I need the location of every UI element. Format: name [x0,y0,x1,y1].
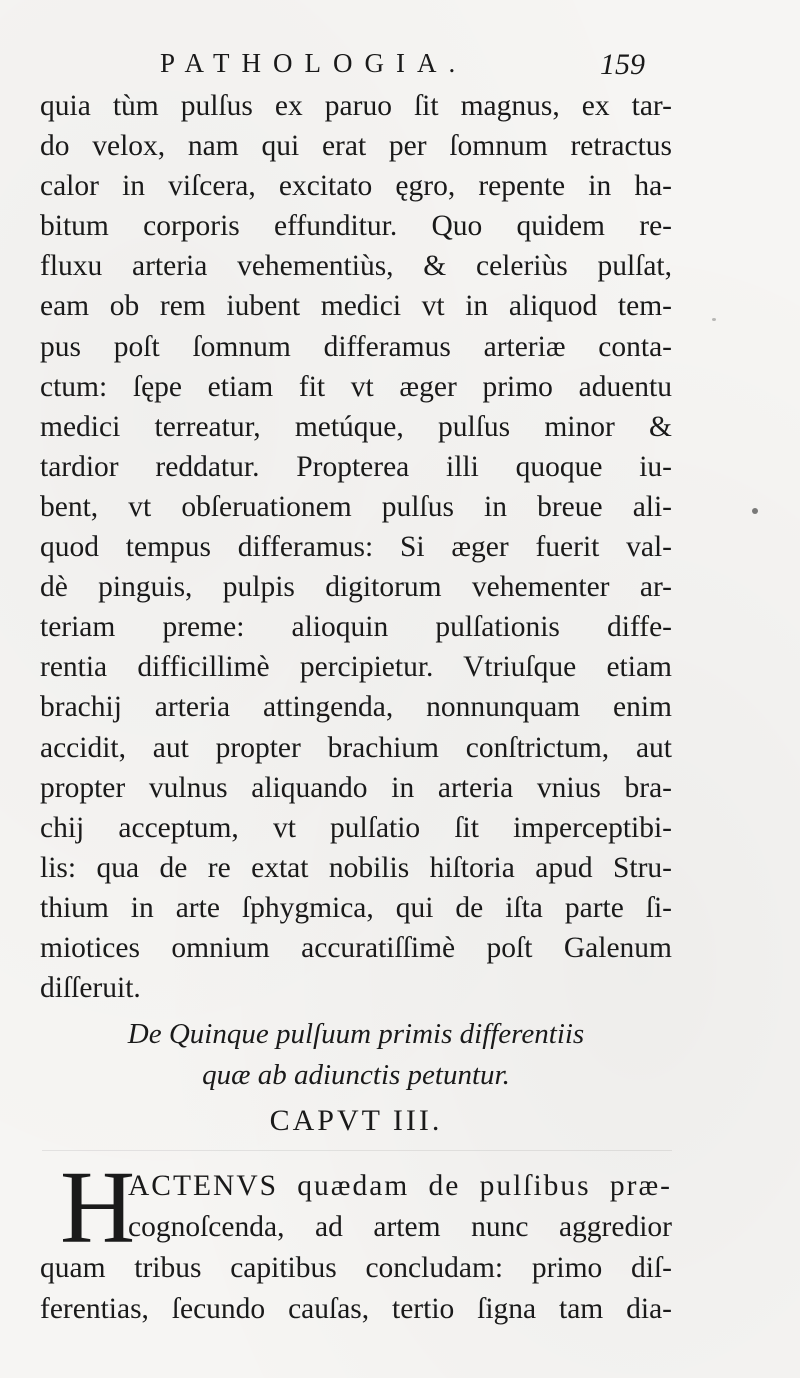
text-line: calor in viſcera, excitato ęgro, repente in ha- [40,170,672,203]
text-line: medici terreatur, metúque, pulſus minor & [40,410,672,443]
text-line: do velox, nam qui erat per ſomnum retractus [40,130,672,163]
text-line: ACTENVS quædam de pulſibus præ- [128,1170,672,1202]
text-line: lis: qua de re extat nobilis hiſtoria apud Stru- [40,851,672,884]
page-number: 159 [600,48,645,81]
chapter-paragraph [40,1150,672,1330]
text-line: bitum corporis effunditur. Quo quidem re- [40,210,672,243]
chapter-title: CAPVT III. [269,1104,443,1137]
text-line: diſſeruit. [40,972,141,1005]
text-line: quam tribus capitibus concludam: primo diſ- [40,1252,672,1284]
text-line: rentia difficillimè percipietur. Vtriuſque etiam [40,651,672,684]
ink-speck [712,318,716,321]
text-line: accidit, aut propter brachium conſtrictum, aut [40,731,672,764]
text-line: eam ob rem iubent medici vt in aliquod tem- [40,290,672,323]
text-line: ferentias, ſecundo cauſas, tertio ſigna tam dia- [40,1293,672,1325]
text-line: chij acceptum, vt pulſatio ſit imperceptibi- [40,811,672,844]
text-line: dè pinguis, pulpis digitorum vehementer ar- [40,571,672,604]
text-line: teriam preme: alioquin pulſationis diffe- [40,611,672,644]
running-head [0,48,800,88]
text-line: quia tùm pulſus ex paruo ſit magnus, ex tar- [40,90,672,122]
text-line: brachij arteria attingenda, nonnunquam enim [40,691,672,724]
text-line: thium in arte ſphygmica, qui de iſta parte ſi- [40,891,672,924]
ink-speck [752,508,758,514]
text-line: fluxu arteria vehementiùs, & celeriùs pulſat, [40,250,672,283]
text-line: tardior reddatur. Propterea illi quoque iu- [40,450,672,483]
text-line: bent, vt obſeruationem pulſus in breue ali- [40,490,672,523]
text-line: quod tempus differamus: Si æger fuerit val- [40,531,672,564]
text-line: pus poſt ſomnum differamus arteriæ conta- [40,330,672,363]
section-heading [40,1014,672,1096]
text-line: miotices omnium accuratiſſimè poſt Galenum [40,931,672,964]
bleed-through-rule [42,1150,672,1151]
drop-cap: H [60,1150,136,1265]
text-line: ctum: ſępe etiam fit vt æger primo aduentu [40,370,672,403]
running-title: PATHOLOGIA. [160,48,468,78]
text-line: cognoſcenda, ad artem nunc aggredior [128,1211,672,1243]
section-heading-line: quæ ab adiunctis petuntur. [202,1059,510,1091]
text-line: propter vulnus aliquando in arteria vnius bra- [40,771,672,804]
main-paragraph [40,86,672,1008]
section-heading-line: De Quinque pulſuum primis differentiis [127,1018,585,1050]
